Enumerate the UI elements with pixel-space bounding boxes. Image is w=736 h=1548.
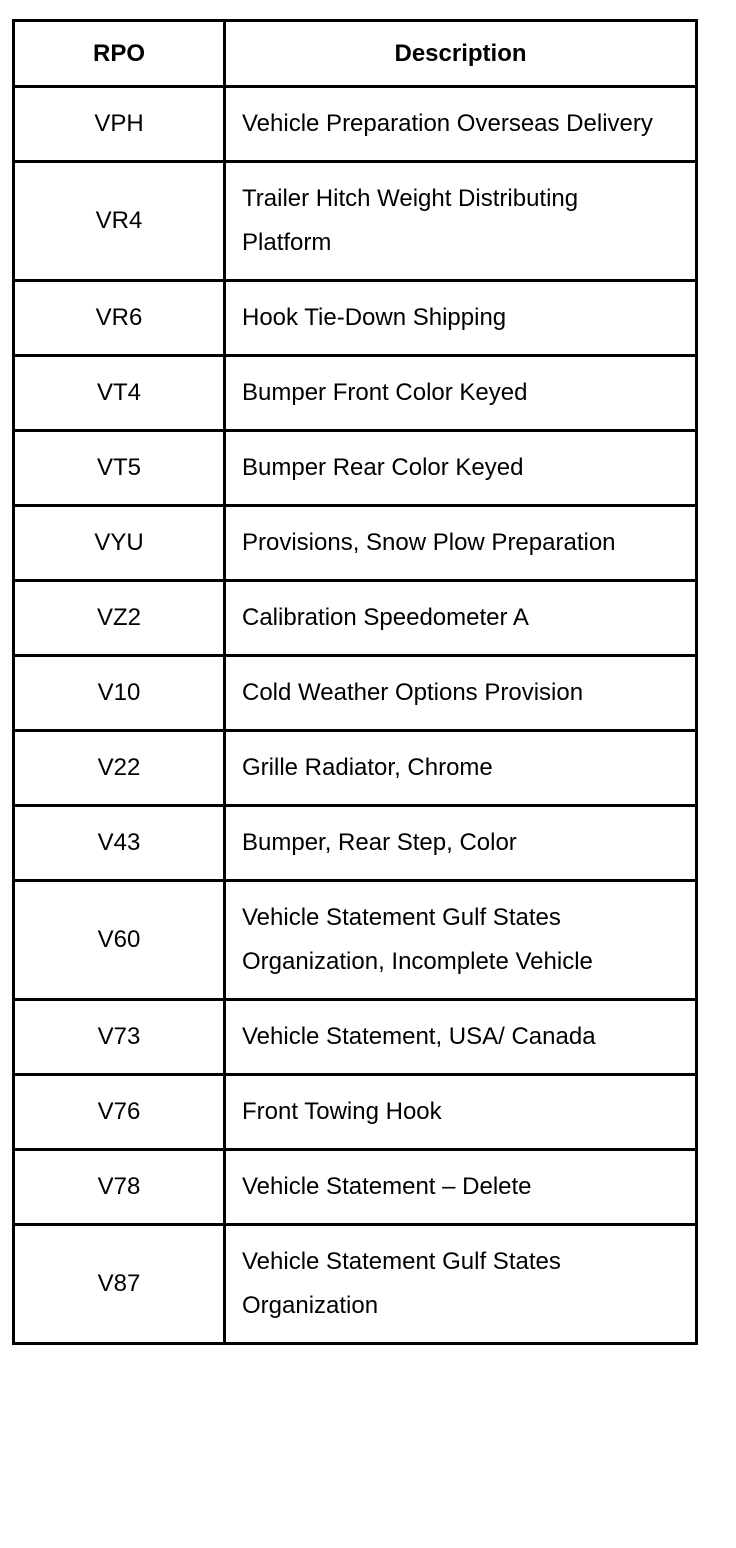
rpo-code-cell: V73 (14, 1000, 225, 1075)
rpo-code-cell: V43 (14, 806, 225, 881)
description-cell: Bumper, Rear Step, Color (225, 806, 697, 881)
table-row (14, 431, 697, 506)
rpo-code-cell: V87 (14, 1225, 225, 1344)
table-row (14, 881, 697, 1000)
description-cell: Provisions, Snow Plow Preparation (225, 506, 697, 581)
rpo-column-header: RPO (14, 21, 225, 87)
table-row (14, 806, 697, 881)
table-row (14, 581, 697, 656)
table-row (14, 87, 697, 162)
rpo-code-cell: VR6 (14, 281, 225, 356)
description-cell: Front Towing Hook (225, 1075, 697, 1150)
table-row (14, 1150, 697, 1225)
description-cell: Cold Weather Options Provision (225, 656, 697, 731)
rpo-code-cell: VPH (14, 87, 225, 162)
table-row (14, 1000, 697, 1075)
description-cell: Vehicle Statement Gulf States Organization, Incomplete Vehicle (225, 881, 697, 1000)
description-cell: Vehicle Statement Gulf States Organization (225, 1225, 697, 1344)
rpo-code-cell: V22 (14, 731, 225, 806)
description-cell: Trailer Hitch Weight Distributing Platform (225, 162, 697, 281)
rpo-code-cell: VYU (14, 506, 225, 581)
rpo-code-cell: VT4 (14, 356, 225, 431)
table-row (14, 162, 697, 281)
table-row (14, 281, 697, 356)
rpo-code-cell: V10 (14, 656, 225, 731)
table-row (14, 356, 697, 431)
table-row (14, 656, 697, 731)
rpo-code-cell: VR4 (14, 162, 225, 281)
description-cell: Vehicle Statement – Delete (225, 1150, 697, 1225)
description-cell: Bumper Rear Color Keyed (225, 431, 697, 506)
description-cell: Vehicle Preparation Overseas Delivery (225, 87, 697, 162)
rpo-code-cell: V78 (14, 1150, 225, 1225)
rpo-code-cell: VZ2 (14, 581, 225, 656)
table-row (14, 1075, 697, 1150)
table-row (14, 506, 697, 581)
description-cell: Vehicle Statement, USA/ Canada (225, 1000, 697, 1075)
description-cell: Grille Radiator, Chrome (225, 731, 697, 806)
rpo-code-cell: V76 (14, 1075, 225, 1150)
rpo-table (12, 19, 698, 1345)
description-cell: Hook Tie-Down Shipping (225, 281, 697, 356)
rpo-code-cell: VT5 (14, 431, 225, 506)
description-column-header: Description (225, 21, 697, 87)
table-row (14, 1225, 697, 1344)
rpo-code-cell: V60 (14, 881, 225, 1000)
description-cell: Bumper Front Color Keyed (225, 356, 697, 431)
table-row (14, 731, 697, 806)
description-cell: Calibration Speedometer A (225, 581, 697, 656)
table-header-row (14, 21, 697, 87)
